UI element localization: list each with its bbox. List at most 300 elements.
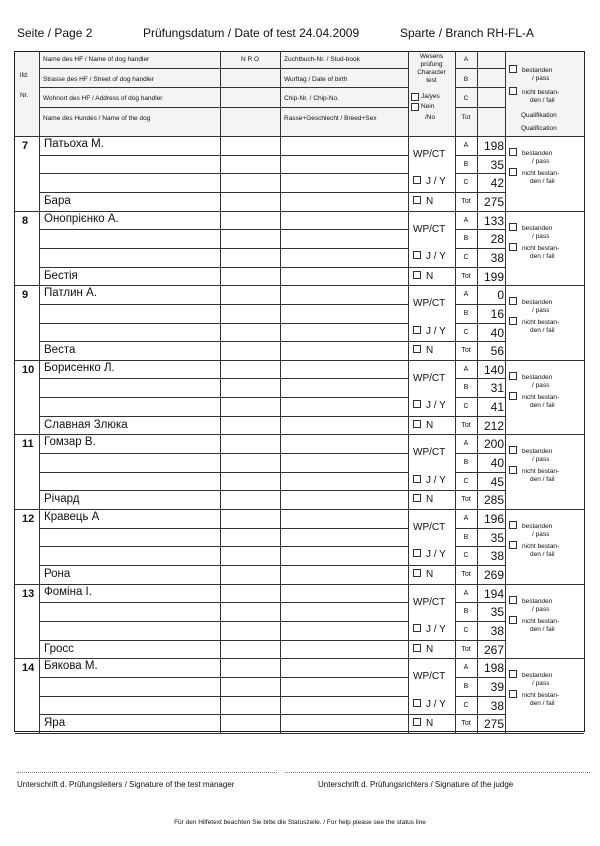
score-b: 35	[490, 157, 504, 172]
grid-line	[455, 378, 505, 379]
score-c: 42	[490, 176, 504, 191]
score-label-c: C	[463, 626, 469, 634]
grid-line	[280, 52, 281, 136]
header-shade	[15, 52, 584, 136]
header-col1-1: Strasse des HF / Street of dog handler	[43, 75, 154, 83]
fail-label: nicht bestan-	[522, 617, 560, 625]
grid-line	[455, 155, 505, 156]
score-a: 196	[483, 512, 504, 526]
score-total: 285	[483, 493, 504, 508]
score-label-tot: Tot	[461, 197, 471, 205]
grid-line	[408, 341, 455, 342]
handler-name: Гомзар В.	[44, 436, 96, 449]
grid-line	[408, 285, 409, 360]
score-label-a: A	[463, 589, 469, 597]
entry-number: 14	[22, 662, 35, 675]
manager-signature-line	[17, 772, 277, 773]
header-lfd: lfd.	[20, 72, 29, 79]
grid-line	[39, 304, 408, 305]
fail-label: nicht bestan-	[522, 170, 560, 177]
grid-line	[39, 107, 408, 108]
header-fail-checkbox[interactable]	[509, 87, 517, 95]
wpct-label: WP/CT	[413, 671, 446, 683]
score-a: 198	[483, 661, 504, 676]
judge-signature-line	[285, 772, 590, 773]
score-c: 40	[490, 325, 504, 340]
grid-line	[39, 68, 408, 69]
pass-label-en: / pass	[532, 531, 550, 538]
pass-checkbox[interactable]	[509, 446, 517, 454]
header-bottom-line	[15, 136, 584, 137]
header-nicht1: nicht bestan-	[522, 89, 560, 96]
jy-label: J / Y	[426, 325, 446, 337]
pass-label-en: / pass	[532, 158, 550, 165]
grid-line	[408, 267, 455, 268]
wpct-label: WP/CT	[413, 298, 446, 310]
grid-line	[455, 621, 505, 622]
score-c: 38	[490, 250, 504, 265]
header-abc-2: C	[463, 95, 469, 102]
score-label-b: B	[463, 459, 469, 467]
grid-line	[455, 640, 505, 641]
jy-label: J / Y	[426, 176, 446, 188]
fail-label-en: den / fail	[530, 476, 555, 484]
fail-label-en: den / fail	[530, 625, 555, 633]
row-bottom-line	[15, 584, 584, 585]
score-label-a: A	[463, 216, 469, 224]
character-yes-checkbox[interactable]	[413, 400, 421, 408]
grid-line	[408, 490, 455, 491]
grid-line	[39, 490, 408, 491]
pass-label: bestanden	[522, 224, 553, 232]
pass-checkbox[interactable]	[509, 372, 517, 380]
header-qual2: Qualification	[521, 125, 557, 132]
grid-line	[39, 677, 408, 678]
grid-line	[39, 714, 408, 715]
fail-label: nicht bestan-	[522, 244, 560, 252]
header-pass-checkbox[interactable]	[509, 65, 517, 73]
grid-line	[408, 640, 455, 641]
pass-label: bestanden	[522, 448, 553, 456]
score-label-tot: Tot	[461, 421, 471, 429]
score-b: 39	[490, 679, 504, 694]
entry-number: 11	[22, 438, 34, 451]
grid-line	[455, 304, 505, 305]
grid-line	[455, 416, 505, 417]
score-b: 16	[490, 306, 504, 321]
header-col3-1: Wurftag / Date of birth	[284, 75, 348, 83]
header-col1-2: Wohnort des HF / Address of dog handler	[43, 95, 163, 102]
handler-name: Онопрієнко А.	[44, 212, 119, 225]
grid-line	[455, 107, 505, 108]
fail-label: nicht bestan-	[522, 468, 560, 476]
grid-line	[505, 52, 506, 136]
score-a: 200	[483, 437, 504, 452]
character-yes-checkbox[interactable]	[413, 475, 421, 483]
jy-label: J / Y	[426, 698, 446, 710]
fail-label-en: den / fail	[530, 252, 555, 260]
grid-line	[455, 323, 505, 324]
header-nr: Nr.	[20, 92, 29, 99]
dog-name: Бара	[44, 194, 71, 207]
jy-label: J / Y	[426, 474, 446, 486]
grid-line	[505, 211, 506, 286]
grid-line	[39, 323, 408, 324]
grid-line	[39, 267, 408, 268]
grid-line	[505, 434, 506, 509]
grid-line	[408, 434, 409, 509]
grid-line	[408, 192, 455, 193]
fail-label: nicht bestan-	[522, 319, 560, 327]
grid-line	[455, 229, 505, 230]
grid-line	[455, 696, 505, 697]
score-label-b: B	[463, 682, 469, 690]
grid-line	[408, 658, 409, 733]
wpct-label: WP/CT	[413, 149, 446, 160]
header-nro: N R O	[240, 56, 260, 63]
n-label: N	[426, 195, 434, 207]
grid-line	[505, 136, 506, 211]
row-bottom-line	[15, 509, 584, 510]
score-b: 35	[490, 530, 504, 545]
wpct-label: WP/CT	[413, 372, 446, 384]
fail-checkbox[interactable]	[509, 541, 517, 549]
grid-line	[39, 472, 408, 473]
handler-name: Фоміна І.	[44, 585, 92, 598]
fail-label: nicht bestan-	[522, 393, 560, 401]
dog-name: Яра	[44, 717, 66, 730]
score-label-b: B	[463, 533, 469, 541]
grid-line	[39, 528, 408, 529]
score-label-tot: Tot	[461, 720, 471, 728]
wpct-label: WP/CT	[413, 522, 446, 533]
handler-name: Борисенко Л.	[44, 361, 115, 374]
entry-number: 9	[22, 289, 29, 302]
grid-line	[505, 584, 506, 659]
header-col1-0: Name des HF / Name of dog handler	[43, 56, 150, 63]
handler-name: Патлин А.	[44, 287, 97, 300]
character-no-checkbox[interactable]	[413, 271, 421, 279]
score-total: 275	[483, 194, 504, 209]
fail-checkbox[interactable]	[509, 690, 517, 698]
score-label-tot: Tot	[461, 347, 471, 355]
dog-name: Річард	[44, 493, 80, 506]
grid-line	[39, 248, 408, 249]
ja-checkbox[interactable]	[411, 93, 419, 101]
dog-name: Славная Злюка	[44, 418, 128, 431]
score-label-a: A	[463, 664, 469, 672]
character-yes-checkbox[interactable]	[413, 549, 421, 557]
score-label-c: C	[463, 253, 469, 261]
pass-label: bestanden	[522, 597, 553, 605]
grid-line	[39, 416, 408, 417]
score-a: 133	[483, 213, 504, 228]
grid-line	[39, 696, 408, 697]
header-col3-3: Rasse+Geschlecht / Breed+Sex	[284, 114, 377, 122]
results-table	[14, 51, 585, 732]
score-label-c: C	[463, 552, 469, 560]
grid-line	[455, 677, 505, 678]
score-c: 38	[490, 698, 504, 713]
n-label: N	[426, 643, 434, 655]
grid-line	[408, 416, 455, 417]
fail-label-en: den / fail	[530, 700, 555, 708]
character-no-checkbox[interactable]	[413, 569, 421, 577]
header-col3-0: Zuchtbuch-Nr. / Stud-book	[284, 56, 360, 63]
nein-checkbox[interactable]	[411, 103, 419, 111]
score-c: 38	[490, 549, 504, 564]
fail-checkbox[interactable]	[509, 466, 517, 474]
score-b: 40	[490, 456, 504, 471]
score-b: 35	[490, 605, 504, 620]
grid-line	[455, 714, 505, 715]
fail-checkbox[interactable]	[509, 243, 517, 251]
score-label-b: B	[463, 160, 469, 168]
character-no-checkbox[interactable]	[413, 420, 421, 428]
header-nicht2: den / fail	[530, 97, 555, 104]
entry-number: 13	[22, 587, 35, 600]
header-no: /No	[425, 114, 436, 121]
pass-checkbox[interactable]	[509, 297, 517, 305]
grid-line	[408, 211, 409, 286]
grid-line	[455, 602, 505, 603]
grid-line	[39, 341, 408, 342]
character-yes-checkbox[interactable]	[413, 624, 421, 632]
dog-name: Гросс	[44, 642, 74, 655]
fail-checkbox[interactable]	[509, 392, 517, 400]
score-total: 56	[490, 344, 504, 359]
grid-line	[39, 640, 408, 641]
dog-name: Бестія	[44, 269, 78, 282]
grid-line	[408, 360, 409, 435]
pass-checkbox[interactable]	[509, 223, 517, 231]
fail-label-en: den / fail	[530, 401, 555, 409]
pass-label: bestanden	[522, 150, 553, 157]
score-total: 275	[483, 717, 504, 732]
grid-line	[39, 173, 408, 174]
score-a: 0	[497, 288, 504, 303]
grid-line	[455, 341, 505, 342]
grid-line	[220, 52, 221, 136]
wpct-label: WP/CT	[413, 596, 446, 608]
score-label-a: A	[463, 365, 469, 373]
n-label: N	[426, 345, 434, 357]
jy-label: J / Y	[426, 250, 446, 262]
score-label-b: B	[463, 235, 469, 243]
grid-line	[455, 52, 456, 136]
grid-line	[477, 52, 478, 136]
grid-line	[455, 68, 505, 69]
score-total: 212	[483, 418, 504, 433]
dog-name: Веста	[44, 344, 76, 357]
character-no-checkbox[interactable]	[413, 345, 421, 353]
grid-line	[455, 528, 505, 529]
character-yes-checkbox[interactable]	[413, 699, 421, 707]
score-label-tot: Tot	[461, 272, 471, 280]
score-c: 45	[490, 474, 504, 489]
handler-name: Патьоха М.	[44, 138, 104, 150]
pass-label-en: / pass	[532, 232, 550, 240]
grid-line	[455, 173, 505, 174]
grid-line	[455, 490, 505, 491]
fail-label-en: den / fail	[530, 551, 555, 558]
row-bottom-line	[15, 658, 584, 659]
grid-line	[39, 565, 408, 566]
grid-line	[408, 136, 409, 211]
score-label-c: C	[463, 328, 469, 336]
character-no-checkbox[interactable]	[413, 644, 421, 652]
pass-label: bestanden	[522, 373, 553, 381]
grid-line	[39, 453, 408, 454]
character-yes-checkbox[interactable]	[413, 326, 421, 334]
row-bottom-line	[15, 733, 584, 734]
pass-label-en: / pass	[532, 680, 550, 688]
grid-line	[455, 397, 505, 398]
fail-checkbox[interactable]	[509, 317, 517, 325]
row-bottom-line	[15, 434, 584, 435]
grid-line	[39, 155, 408, 156]
header-qual1: Qualifikation	[521, 112, 557, 119]
grid-line	[455, 453, 505, 454]
header-bestanden: bestanden	[522, 67, 553, 74]
header-wesens-1: prüfung	[420, 61, 443, 68]
top-branch: Sparte / Branch RH-FL-A	[400, 26, 535, 40]
grid-line	[505, 285, 506, 360]
entry-number: 12	[22, 513, 35, 525]
grid-line	[455, 565, 505, 566]
grid-line	[455, 267, 505, 268]
grid-line	[505, 360, 506, 435]
score-label-c: C	[463, 701, 469, 709]
grid-line	[455, 472, 505, 473]
jy-label: J / Y	[426, 549, 446, 561]
grid-line	[39, 229, 408, 230]
pass-checkbox[interactable]	[509, 148, 517, 156]
grid-line	[39, 52, 40, 136]
pass-label-en: / pass	[532, 605, 550, 613]
fail-label: nicht bestan-	[522, 692, 560, 700]
handler-name: Бякова М.	[44, 660, 98, 673]
score-label-b: B	[463, 608, 469, 616]
character-no-checkbox[interactable]	[413, 494, 421, 502]
top-page: Seite / Page 2	[17, 26, 93, 40]
grid-line	[455, 546, 505, 547]
jy-label: J / Y	[426, 623, 446, 635]
character-no-checkbox[interactable]	[413, 196, 421, 204]
grid-line	[455, 87, 505, 88]
grid-line	[455, 248, 505, 249]
score-label-c: C	[463, 403, 469, 411]
grid-line	[39, 397, 408, 398]
score-b: 28	[490, 232, 504, 247]
header-wesens-2: Character	[417, 69, 446, 76]
score-total: 269	[483, 567, 504, 582]
score-label-c: C	[463, 477, 469, 485]
n-label: N	[426, 419, 434, 431]
score-a: 198	[483, 139, 504, 153]
row-bottom-line	[15, 211, 584, 212]
header-col1-3: Name des Hundes / Name of the dog	[43, 114, 151, 122]
wpct-label: WP/CT	[413, 447, 446, 459]
handler-name: Кравець А	[44, 511, 100, 523]
fail-label-en: den / fail	[530, 178, 555, 185]
grid-line	[39, 621, 408, 622]
header-tot: Tot	[461, 114, 471, 121]
grid-line	[39, 546, 408, 547]
score-label-b: B	[463, 309, 469, 317]
pass-label: bestanden	[522, 672, 553, 680]
pass-label-en: / pass	[532, 381, 550, 389]
row-bottom-line	[15, 285, 584, 286]
score-label-a: A	[463, 142, 469, 149]
header-abc-1: B	[463, 75, 469, 83]
manager-signature-label: Unterschrift d. Prüfungsleiters / Signature of the test manager	[17, 780, 235, 789]
header-col3-2: Chip-Nr. / Chip-No.	[284, 95, 339, 102]
header-nein: Nein	[421, 103, 435, 110]
n-label: N	[426, 494, 434, 506]
grid-line	[505, 658, 506, 733]
pass-label-en: / pass	[532, 456, 550, 464]
judge-signature-label: Unterschrift d. Prüfungsrichters / Signature of the judge	[318, 780, 514, 789]
score-c: 38	[490, 623, 504, 638]
score-label-a: A	[463, 291, 469, 299]
pass-label-en: / pass	[532, 307, 550, 315]
n-label: N	[426, 270, 434, 282]
score-label-a: A	[463, 515, 469, 522]
character-yes-checkbox[interactable]	[413, 176, 421, 184]
footer-help: Für den Hilfetext beachten Sie bitte die Statuszeile. / For help please see the status line	[174, 819, 426, 826]
score-b: 31	[490, 381, 504, 396]
score-label-a: A	[463, 440, 469, 448]
fail-checkbox[interactable]	[509, 616, 517, 624]
pass-checkbox[interactable]	[509, 521, 517, 529]
grid-line	[39, 378, 408, 379]
header-wesens-0: Wesens	[419, 53, 444, 60]
pass-checkbox[interactable]	[509, 670, 517, 678]
pass-label: bestanden	[522, 299, 553, 307]
score-label-c: C	[463, 179, 469, 187]
fail-checkbox[interactable]	[509, 168, 517, 176]
top-date: Prüfungsdatum / Date of test 24.04.2009	[143, 26, 360, 40]
entry-number: 7	[22, 140, 29, 152]
header-pass: / pass	[532, 75, 550, 82]
score-label-tot: Tot	[461, 570, 471, 578]
entry-number: 10	[22, 363, 35, 376]
pass-label: bestanden	[522, 523, 553, 530]
score-a: 194	[483, 586, 504, 601]
header-abc-0: A	[463, 56, 469, 63]
grid-line	[408, 509, 409, 584]
fail-label: nicht bestan-	[522, 543, 560, 550]
pass-checkbox[interactable]	[509, 596, 517, 604]
character-no-checkbox[interactable]	[413, 718, 421, 726]
wpct-label: WP/CT	[413, 223, 446, 235]
grid-line	[408, 584, 409, 659]
header-ja: Ja/yes	[421, 93, 440, 100]
score-c: 41	[490, 400, 504, 415]
jy-label: J / Y	[426, 400, 446, 412]
score-label-tot: Tot	[461, 645, 471, 653]
dog-name: Рона	[44, 567, 71, 580]
grid-line	[39, 87, 408, 88]
n-label: N	[426, 568, 434, 580]
score-a: 140	[483, 362, 504, 377]
grid-line	[408, 714, 455, 715]
grid-line	[408, 565, 455, 566]
grid-line	[39, 192, 408, 193]
n-label: N	[426, 718, 434, 730]
character-yes-checkbox[interactable]	[413, 251, 421, 259]
